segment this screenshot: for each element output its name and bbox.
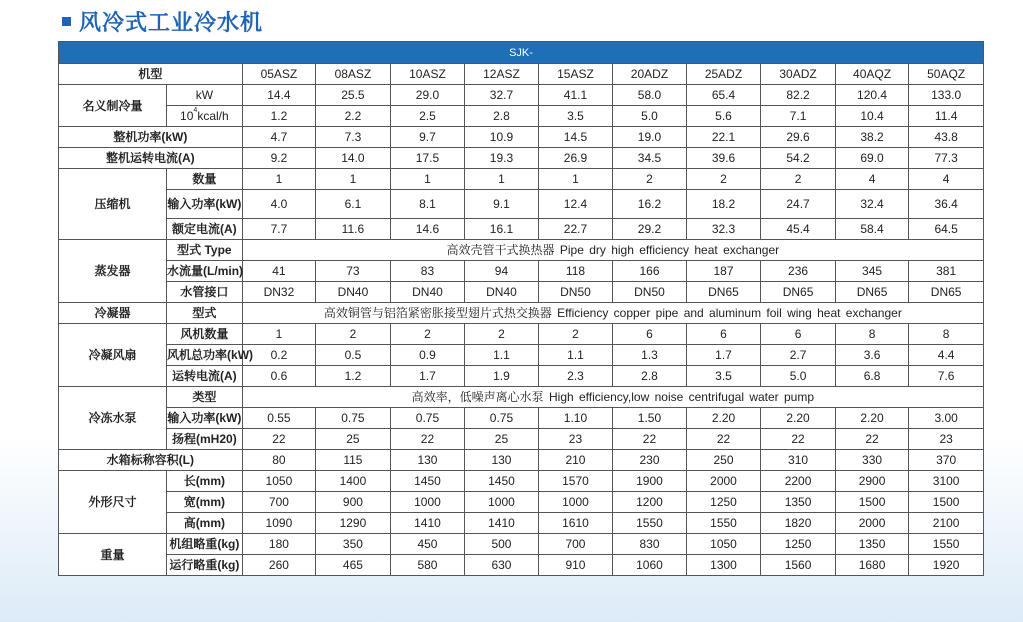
value-cell: 2 [761,169,836,190]
value-cell: 210 [538,450,613,471]
value-cell: 22 [835,429,908,450]
value-cell: 18.2 [686,190,761,219]
value-cell: 24.7 [761,190,836,219]
value-cell: 1300 [686,555,761,576]
value-cell: 2.5 [390,106,465,127]
value-cell: 25 [316,429,391,450]
value-cell: 1.1 [465,345,538,366]
dims-width-label: 宽(mm) [167,492,243,513]
value-cell: 1550 [686,513,761,534]
value-cell: 11.6 [316,219,391,240]
value-cell: 9.2 [242,148,315,169]
value-cell: 39.6 [686,148,761,169]
value-cell: DN40 [465,282,538,303]
evaporator-pipe-label: 水管接口 [167,282,243,303]
weight-label: 重量 [59,534,167,576]
value-cell: 0.2 [242,345,315,366]
value-cell: 4.4 [909,345,984,366]
dims-label: 外形尺寸 [59,471,167,534]
value-cell: 166 [613,261,686,282]
table-row [59,408,984,429]
value-cell: 1450 [390,471,465,492]
value-cell: 1610 [538,513,613,534]
model-name-cell: 05ASZ [242,64,315,85]
value-cell: 0.6 [242,366,315,387]
table-row [59,169,984,190]
value-cell: DN65 [761,282,836,303]
pump-type-label: 类型 [167,387,243,408]
value-cell: 64.5 [909,219,984,240]
value-cell: 4 [909,169,984,190]
value-cell: 1.9 [465,366,538,387]
value-cell: 1410 [390,513,465,534]
value-cell: 1 [242,169,315,190]
value-cell: 0.9 [390,345,465,366]
value-cell: 12.4 [538,190,613,219]
value-cell: 58.0 [613,85,686,106]
model-name-cell: 08ASZ [316,64,391,85]
value-cell: 1 [465,169,538,190]
compressor-label: 压缩机 [59,169,167,240]
table-row [59,492,984,513]
weight-operating-label: 运行略重(kg) [167,555,243,576]
value-cell: 180 [242,534,315,555]
evaporator-flow-label: 水流量(L/min) [167,261,243,282]
value-cell: 22.1 [686,127,761,148]
value-cell: 1290 [316,513,391,534]
table-row [59,387,984,408]
value-cell: 19.0 [613,127,686,148]
model-name-cell: 30ADZ [761,64,836,85]
value-cell: 83 [390,261,465,282]
value-cell: 1560 [761,555,836,576]
value-cell: 2900 [835,471,908,492]
value-cell: 1550 [613,513,686,534]
value-cell: 0.75 [465,408,538,429]
table-row [59,534,984,555]
value-cell: 22 [242,429,315,450]
value-cell: 65.4 [686,85,761,106]
table-row [59,282,984,303]
square-bullet-icon [62,17,71,26]
value-cell: 41 [242,261,315,282]
weight-unit-label: 机组略重(kg) [167,534,243,555]
value-cell: 630 [465,555,538,576]
value-cell: 8.1 [390,190,465,219]
value-cell: 2000 [686,471,761,492]
value-cell: 500 [465,534,538,555]
value-cell: 580 [390,555,465,576]
value-cell: 260 [242,555,315,576]
value-cell: 1090 [242,513,315,534]
pump-head-label: 扬程(mH20) [167,429,243,450]
table-row [59,471,984,492]
table-row [59,450,984,471]
value-cell: 26.9 [538,148,613,169]
value-cell: 1.3 [613,345,686,366]
value-cell: 6.8 [835,366,908,387]
value-cell: 23 [909,429,984,450]
value-cell: 29.6 [761,127,836,148]
value-cell: 2000 [835,513,908,534]
value-cell: 3.00 [909,408,984,429]
value-cell: 700 [242,492,315,513]
value-cell: 9.7 [390,127,465,148]
value-cell: 69.0 [835,148,908,169]
value-cell: 25 [465,429,538,450]
value-cell: 2200 [761,471,836,492]
value-cell: 2 [538,324,613,345]
table-row [59,64,984,85]
value-cell: 1920 [909,555,984,576]
value-cell: 2 [465,324,538,345]
value-cell: 1250 [761,534,836,555]
value-cell: 1500 [909,492,984,513]
value-cell: 1680 [835,555,908,576]
value-cell: 22 [686,429,761,450]
value-cell: 54.2 [761,148,836,169]
value-cell: 0.5 [316,345,391,366]
fan-label: 冷凝风扇 [59,324,167,387]
dims-length-label: 长(mm) [167,471,243,492]
value-cell: 0.75 [316,408,391,429]
value-cell: 830 [613,534,686,555]
series-header: SJK- [59,42,984,64]
value-cell: 14.4 [242,85,315,106]
table-row [59,127,984,148]
value-cell: 2.20 [835,408,908,429]
value-cell: 22 [613,429,686,450]
value-cell: 115 [316,450,391,471]
table-row [59,219,984,240]
evaporator-type-text: 高效壳管干式换热器 Pipe dry high efficiency heat exchanger [242,240,983,261]
value-cell: 1.2 [316,366,391,387]
power-label: 整机功率(kW) [59,127,243,148]
value-cell: 7.6 [909,366,984,387]
value-cell: 6.1 [316,190,391,219]
value-cell: 1 [538,169,613,190]
value-cell: 0.75 [390,408,465,429]
pump-label: 冷冻水泵 [59,387,167,450]
value-cell: 22 [761,429,836,450]
section-title-text: 风冷式工业冷水机 [79,10,264,36]
value-cell: 16.1 [465,219,538,240]
table-row [59,303,984,324]
evaporator-label: 蒸发器 [59,240,167,303]
table-row [59,261,984,282]
value-cell: 23 [538,429,613,450]
model-name-cell: 20ADZ [613,64,686,85]
value-cell: 34.5 [613,148,686,169]
value-cell: DN65 [835,282,908,303]
model-name-cell: 10ASZ [390,64,465,85]
compressor-rated-label: 额定电流(A) [167,219,243,240]
value-cell: 10.4 [835,106,908,127]
value-cell: 29.0 [390,85,465,106]
value-cell: 2.20 [686,408,761,429]
value-cell: 1000 [390,492,465,513]
table-row [59,429,984,450]
value-cell: 2 [613,169,686,190]
value-cell: 450 [390,534,465,555]
value-cell: 700 [538,534,613,555]
value-cell: 73 [316,261,391,282]
table-row [59,513,984,534]
value-cell: 910 [538,555,613,576]
section-title [62,4,263,38]
table-row [59,148,984,169]
value-cell: 22 [390,429,465,450]
value-cell: 1.10 [538,408,613,429]
table-row [59,240,984,261]
value-cell: 19.3 [465,148,538,169]
condenser-type-label: 型式 [167,303,243,324]
condenser-label: 冷凝器 [59,303,167,324]
model-label: 机型 [59,64,243,85]
value-cell: 32.7 [465,85,538,106]
fan-current-label: 运转电流(A) [167,366,243,387]
table-row [59,324,984,345]
value-cell: 1 [390,169,465,190]
value-cell: 1 [242,324,315,345]
value-cell: 133.0 [909,85,984,106]
model-name-cell: 40AQZ [835,64,908,85]
value-cell: 32.4 [835,190,908,219]
value-cell: 1900 [613,471,686,492]
value-cell: 1550 [909,534,984,555]
value-cell: 230 [613,450,686,471]
value-cell: 94 [465,261,538,282]
value-cell: 1060 [613,555,686,576]
value-cell: 2 [686,169,761,190]
value-cell: 381 [909,261,984,282]
value-cell: 1050 [686,534,761,555]
value-cell: 9.1 [465,190,538,219]
value-cell: 1250 [686,492,761,513]
condenser-type-text: 高效铜管与铝箔紧密胀接型翅片式热交换器 Efficiency copper pipe and aluminum foil wing heat exchanger [242,303,983,324]
cooling-label: 名义制冷量 [59,85,167,127]
value-cell: 1.2 [242,106,315,127]
fan-power-label: 风机总功率(kW) [167,345,243,366]
value-cell: 1410 [465,513,538,534]
value-cell: 1000 [538,492,613,513]
value-cell: 6 [761,324,836,345]
value-cell: DN65 [686,282,761,303]
value-cell: 22.7 [538,219,613,240]
value-cell: 1.1 [538,345,613,366]
value-cell: 1200 [613,492,686,513]
value-cell: 1820 [761,513,836,534]
value-cell: 3100 [909,471,984,492]
value-cell: 43.8 [909,127,984,148]
value-cell: 41.1 [538,85,613,106]
value-cell: 130 [465,450,538,471]
value-cell: 1400 [316,471,391,492]
value-cell: 2.8 [465,106,538,127]
value-cell: 6 [686,324,761,345]
tank-label: 水箱标称容积(L) [59,450,243,471]
value-cell: 2.8 [613,366,686,387]
model-name-cell: 15ASZ [538,64,613,85]
value-cell: 2100 [909,513,984,534]
value-cell: 250 [686,450,761,471]
value-cell: 36.4 [909,190,984,219]
table-row [59,85,984,106]
value-cell: DN40 [390,282,465,303]
spec-table [58,41,984,576]
value-cell: DN40 [316,282,391,303]
value-cell: DN32 [242,282,315,303]
value-cell: 82.2 [761,85,836,106]
unit-kw: kW [167,85,243,106]
value-cell: 1 [316,169,391,190]
value-cell: 5.0 [761,366,836,387]
value-cell: 2 [316,324,391,345]
value-cell: 465 [316,555,391,576]
value-cell: 38.2 [835,127,908,148]
value-cell: 7.3 [316,127,391,148]
value-cell: 58.4 [835,219,908,240]
value-cell: 1570 [538,471,613,492]
value-cell: 1.7 [390,366,465,387]
value-cell: 6 [613,324,686,345]
value-cell: 3.5 [686,366,761,387]
table-row [59,106,984,127]
value-cell: 3.5 [538,106,613,127]
dims-height-label: 高(mm) [167,513,243,534]
value-cell: 310 [761,450,836,471]
value-cell: 4 [835,169,908,190]
value-cell: 2.2 [316,106,391,127]
value-cell: 77.3 [909,148,984,169]
value-cell: 5.0 [613,106,686,127]
value-cell: 25.5 [316,85,391,106]
value-cell: 1.7 [686,345,761,366]
value-cell: 4.7 [242,127,315,148]
value-cell: 1.50 [613,408,686,429]
value-cell: 4.0 [242,190,315,219]
value-cell: 1500 [835,492,908,513]
value-cell: 900 [316,492,391,513]
pump-type-text: 高效率，低噪声离心水泵 High efficiency,low noise centrifugal water pump [242,387,983,408]
value-cell: 8 [909,324,984,345]
value-cell: 187 [686,261,761,282]
table-row [59,555,984,576]
value-cell: 14.0 [316,148,391,169]
value-cell: 17.5 [390,148,465,169]
value-cell: 16.2 [613,190,686,219]
value-cell: 118 [538,261,613,282]
value-cell: 2 [390,324,465,345]
value-cell: 350 [316,534,391,555]
value-cell: 7.7 [242,219,315,240]
value-cell: 11.4 [909,106,984,127]
value-cell: 14.5 [538,127,613,148]
model-name-cell: 12ASZ [465,64,538,85]
value-cell: 2.20 [761,408,836,429]
value-cell: 370 [909,450,984,471]
table-row [59,345,984,366]
value-cell: 1450 [465,471,538,492]
value-cell: 120.4 [835,85,908,106]
value-cell: 3.6 [835,345,908,366]
table-row [59,190,984,219]
unit-kcal: $10^4kcal/h$ [167,106,243,127]
table-row [59,366,984,387]
value-cell: 5.6 [686,106,761,127]
value-cell: 7.1 [761,106,836,127]
compressor-input-label: 输入功率(kW) [167,190,243,219]
model-name-cell: 25ADZ [686,64,761,85]
value-cell: 1350 [835,534,908,555]
value-cell: 2.7 [761,345,836,366]
model-name-cell: 50AQZ [909,64,984,85]
value-cell: 80 [242,450,315,471]
value-cell: 1350 [761,492,836,513]
current-label: 整机运转电流(A) [59,148,243,169]
value-cell: 29.2 [613,219,686,240]
value-cell: 2.3 [538,366,613,387]
pump-input-label: 输入功率(kW) [167,408,243,429]
value-cell: 32.3 [686,219,761,240]
value-cell: 10.9 [465,127,538,148]
value-cell: 330 [835,450,908,471]
value-cell: 14.6 [390,219,465,240]
value-cell: 0.55 [242,408,315,429]
value-cell: 130 [390,450,465,471]
value-cell: 236 [761,261,836,282]
value-cell: 1050 [242,471,315,492]
value-cell: 45.4 [761,219,836,240]
value-cell: 345 [835,261,908,282]
fan-qty-label: 风机数量 [167,324,243,345]
value-cell: 8 [835,324,908,345]
value-cell: 1000 [465,492,538,513]
compressor-qty-label: 数量 [167,169,243,190]
value-cell: DN50 [613,282,686,303]
evaporator-type-label: 型式 Type [167,240,243,261]
value-cell: DN50 [538,282,613,303]
value-cell: DN65 [909,282,984,303]
